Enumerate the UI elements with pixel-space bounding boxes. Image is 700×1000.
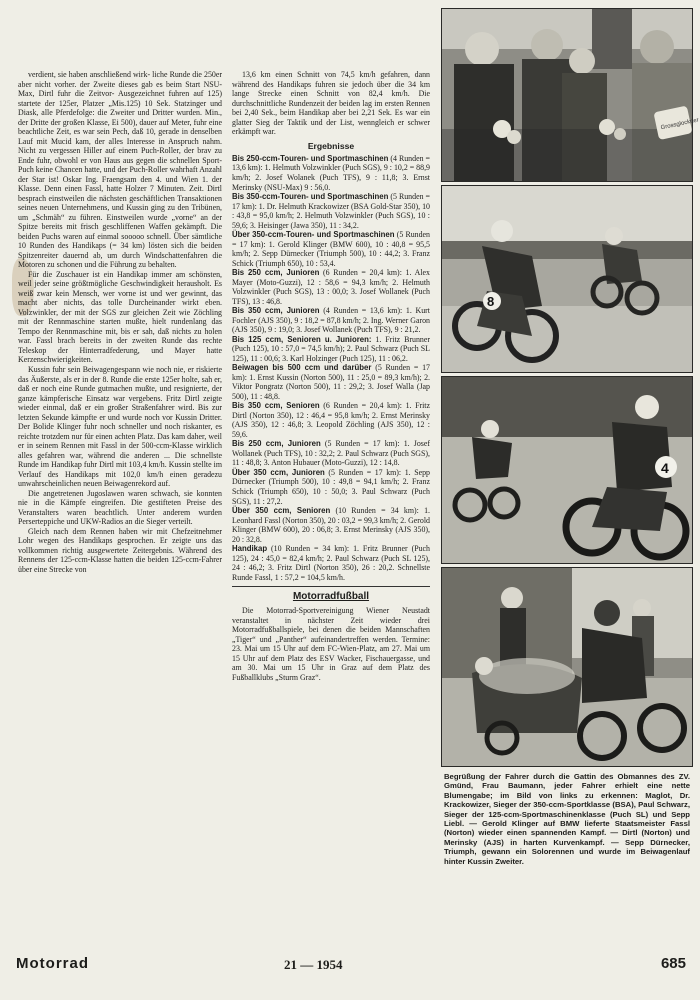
photo-rider-greeting: [441, 8, 700, 182]
article-column-middle: [232, 70, 430, 682]
result-entry: [232, 192, 430, 230]
result-class: Bis 250 ccm, Junioren: [232, 439, 321, 449]
divider: [232, 586, 430, 587]
result-entry: [232, 468, 430, 506]
result-entry: [232, 506, 430, 544]
result-text: (5 Runden = 17 km): 1. Dr. Helmuth Krackowizer (BSA Gold-Star 350), 10 : 43,8 = 95,0 km/h; 2. Helmuth Volzwinkler (Puch SGS), 10 : 59,6; 3. Heisinger (Jawa 350), 11 : 34,2.: [232, 192, 430, 230]
result-entry: [232, 544, 430, 582]
result-text: (4 Runden = 13,6 km): 1. Kurt Fochler (AJS 350), 9 : 18,2 = 87,8 km/h; 2. Ing. Werner Garon (AJS 350), 9 : 19,0; 3. Josef Wollanek (Puch TFS), 9 : 21,2.: [232, 306, 431, 335]
result-class: Über 350 ccm, Senioren: [232, 506, 331, 516]
banner-text: Grossglockner: [660, 117, 700, 132]
result-text: (5 Runden = 17 km): 1. Gerold Klinger (BMW 600), 10 : 40,8 = 95,5 km/h; 2. Sepp Dürnecker (Triumph 500), 10 : 44,2; 3. Franz Schick (Triumph 650), 10 : 53,4.: [232, 230, 431, 268]
issue-number: 21 — 1954: [284, 957, 343, 972]
result-class: Bis 250 ccm, Junioren: [232, 268, 320, 278]
result-text: 1. Fritz Brunner (Puch 125), 10 : 57,0 = 74,5 km/h); 2. Paul Schwarz (Puch SL 125), 11 : 00,6; 3. Karl Holzinger (Puch 125), 11 : 06,2.: [232, 334, 430, 363]
photo-dirtl-merinsky: [441, 376, 693, 564]
result-entry: [232, 306, 430, 335]
result-text: (5 Runden = 17 km): 1. Sepp Dürnecker (Triumph 500), 10 : 49,8 = 94,1 km/h; 2. Franz Schick (Triumph 650), 10 : 50,0; 3. Paul Schwarz (Puch SGS), 11 : 27,2.: [232, 467, 430, 506]
paragraph: Für die Zuschauer ist ein Handikap immer am schönsten, weil jeder seine größtmögliche Geschwindigkeit herausholt. Es weiß zwar kein Mensch, wer vorne ist und wer gewinnt, das macht aber nichts, das tolle Durcheinander wirkt eben. Volzwinkler, der mit der SGS zur gleichen Zeit wie Zöchling mit der Rennmaschine starten mußte, hielt rundenlang das Tempo der Rennmaschine mit, bis er sah, daß nichts zu holen war. Fassl brach bereits in der zweiten Runde das rechte Teleskop der Hinterradfederung, und Mayer hatte Kerzenschwierigkeiten.: [18, 269, 222, 365]
result-entry: [232, 230, 430, 268]
paragraph: verdient, sie haben anschließend wirk- liche Runde die 250er aber nicht vorher. der Zweite dieses gab es beim Start NSU-Max, Dirtl fuhr die Zeitvor- Ausgezeichnet fuhren auf 125) startete der 125er, Platzer „Mis.125) 10 Sek. Statzinger und Diask, alle Pferdefolge: die Zweiter und Dritter wurden. Min., der Dritte der großen Klasse, Ei 500), dauer auf Meter, fuhr eine beachtliche Zeit, es war sein Pech, daß 10, gerade in denselben Lauf mit Mucid kam, der alles Interesse in Anspruch nahm. Nicht zu vergessen Hiller auf einem Puch-Roller, der brav zu Ende fuhr, obwohl er von Haus aus gegen die schnellen Sport-Puch keine Chancen hatte, und der Puch-Roller wahrhaft Anzahl der Star ist! Oskar Ing. Fraengsam den 4. und Wien 1. der Klasse. Denn einen Fassl, hatte Holzer 7 Minuten. Zeit. Dirtl besprach einstweilen die nächsten geschäftlichen Transaktionen seines neuen Unternehmens, und Kussin ging zu den Tribünen, um „Schmäh“ zu führen. Einstweilen wurde „vorne“ an der Spitze bereits mit frisch geschliffenen Waffen gekämpft. Die beiden Puchs waren auf einmal sooooo schnell. Über sämtliche 10 Runden des Handikaps (= 34 km) lösten sich die beiden Spitzenreiter dauernd ab, um durch Windschattenfahren die Motoren zu schonen und die Führung zu behalten.: [18, 70, 222, 270]
result-entry: [232, 268, 430, 306]
results-heading: Ergebnisse: [307, 140, 355, 151]
paragraph: Die Motorrad-Sportvereinigung Wiener Neustadt veranstaltet in nächster Zeit wieder drei Motorradfußballspiele, bei denen die beiden Mannschaften „Tiger“ und „Panther“ aufeinandertreffen werden. Termine: 23. Mai um 15 Uhr auf dem FC-Wien-Platz, am 27. Mai um 15 Uhr auf dem Platz des ESV Wacker, Fischauergasse, und am 30. Mai um 15 Uhr in Graz auf dem Platz des Fußballklubs „Sturm Graz“.: [232, 606, 430, 682]
result-text: (5 Runden = 17 km): 1. Josef Wollanek (Puch TFS), 10 : 32,2; 2. Paul Schwarz (Puch SGS), 11 : 48,8; 3. Anton Hubauer (Moto-Guzzi), 12 : 14,8.: [232, 439, 430, 468]
racer-number: 4: [661, 460, 669, 476]
result-text: (10 Runden = 34 km): 1. Fritz Brunner (Puch 125), 24 : 45,0 = 82,4 km/h; 2. Paul Schwarz (Puch SL 125), 24 : 46,2; 3. Fritz Dirtl (Norton 350), 26 : 20,2. Schnellste Runde Fassl, 1 : 57,2 = 104,5 km/h.: [232, 544, 430, 582]
paragraph: Gleich nach dem Rennen haben wir mit Chefzeitnehmer Lohr wegen des Handikaps gesprochen. Er zeigte uns das vollkommen richtig ausgewertete Zeitergebnis. Während des Rennens der 125-ccm-Klasse hatten die beiden 125-ccm-Fahrer über eine Strecke von: [18, 526, 222, 574]
article-column-left: [18, 70, 222, 574]
racer-number: 8: [487, 294, 495, 309]
paragraph: Die angetretenen Jugoslawen waren schwach, sie konnten nie in die Kämpfe eingreifen. Die gestifteten Preise des Veranstalters waren beachtlich. Unter anderem wurden Perserteppiche und UKW-Radios an die Sieger verteilt.: [18, 488, 222, 527]
section-headline: Motorradfußball: [292, 591, 370, 603]
result-entry: [232, 335, 430, 364]
result-text: (5 Runden = 17 km): 1. Ernst Kussin (Norton 500), 11 : 25,0 = 89,3 km/h); 2. Viktor Pongratz (Norton 500), 11 : 29,2; 3. Josef Walla (Jap 500), 11 : 48,8.: [232, 363, 430, 401]
photo-caption: Begrüßung der Fahrer durch die Gattin des Obmannes des ZV. Gmünd, Frau Baumann, jeder Fahrer erhielt eine nette Blumengabe; im Bild von links zu erkennen: Maglot, Dr. Krackowizer, Sieger der 350-ccm-Sportklasse (BSA), Paul Schwarz, Sieger der 125-ccm-Sportmaschinenklasse (Puch SL) und Sepp Liebl. — Gerold Klinger auf BMW lieferte Staatsmeister Fassl (Norton) wieder einen spannenden Kampf. — Dirtl (Norton) und Merinsky (AJS) in harten Kurvenkampf. — Sepp Dürnecker, Triumph, gewann ein Solorennen und wurde im Beiwagenlauf hinter Kussin Zweiter.: [444, 772, 690, 866]
paragraph: 13,6 km einen Schnitt von 74,5 km/h gefahren, dann während des Handikaps fuhren sie jedoch über die 34 km lange Strecke einen Schnitt von 82,4 km/h. Die durchschnittliche Rundenzeit der beiden lag im ersten Rennen bei 2,40 Sek., beim Handikap aber bei 2,21 Sek. Es war ein glatter Sieg der Taktik und der List, wenngleich er schwer erkämpft war.: [232, 70, 430, 137]
result-entry: [232, 154, 430, 192]
result-text: (6 Runden = 20,4 km): 1. Alex Mayer (Moto-Guzzi), 12 : 58,6 = 94,3 km/h; 2. Helmuth Volzwinkler (Puch SGS), 13 : 00,0; 3. Josef Wollanek (Puch TFS), 13 : 46,8.: [232, 268, 430, 306]
result-class: Bis 350 ccm, Junioren: [232, 306, 320, 316]
result-entry: [232, 401, 430, 439]
result-class: Bis 350 ccm, Senioren: [232, 401, 320, 411]
result-class: Bis 125 ccm, Senioren u. Junioren:: [232, 334, 372, 344]
paragraph: Kussin fuhr sein Beiwagengespann wie noch nie, er riskierte das Äußerste, als er in der 8. Runde die erste 125er holte, sah er, daß er noch eine Runde gutmachen mußte, und resignierte, der ganze kämpferische Einsatz war vergebens. Fritz Dirtl zeigte wieder einmal, daß er ein großer Straßenfahrer wird. Bis zur letzten Sekunde kämpfte er und wurde noch vor Kussin Dritter. Der Bolide Klinger fuhr noch schneller und noch riskanter, es reichte trotzdem nur für einen achten Platz. Das kam daher, weil er in seinem Rennen mit Fassl in der 500-ccm-Klasse wirklich alles gefahren war, während die anderen ... Die schnellste Runde im Handikap fuhr Dirtl mit 103,4 km/h. Kussin stellte im Verlauf des Handikaps mit 102,0 km/h einen geradezu unwahrscheinlichen neuen Beiwagenrekord auf.: [18, 364, 222, 489]
result-text: (10 Runden = 34 km): 1. Leonhard Fassl (Norton 350), 20 : 03,2 = 99,3 km/h; 2. Gerold Klinger (BMW 600), 20 : 06,8; 3. Ernst Merinsky (AJS 350), 20 : 32,8.: [232, 506, 431, 544]
result-class: Beiwagen bis 500 ccm und darüber: [232, 363, 372, 373]
page-footer: [16, 955, 686, 981]
page-number: 685: [660, 955, 686, 972]
magazine-name: Motorrad: [16, 955, 89, 972]
photo-sidecar-duernecker: [441, 567, 693, 767]
result-class: Über 350 ccm, Junioren: [232, 467, 325, 477]
result-entry: [232, 363, 430, 401]
result-class: Handikap: [232, 544, 268, 554]
result-class: Bis 250-ccm-Touren- und Sportmaschinen: [232, 153, 389, 163]
result-text: (6 Runden = 20,4 km): 1. Fritz Dirtl (Norton 350), 12 : 46,4 = 95,8 km/h; 2. Ernst Merinsky (AJS 350), 12 : 46,8; 3. Leopold Zöchling (AJS 350), 12 : 59,6.: [232, 401, 430, 439]
result-entry: [232, 439, 430, 468]
result-text: (4 Runden = 13,6 km): 1. Helmuth Volzwinkler (Puch SGS), 9 : 10,2 = 88,9 km/h; 2. Josef Wolanek (Puch TFS), 9 : 11,8; 3. Ernst Merinsky (NSU-Max) 9 : 56,0.: [232, 153, 430, 192]
result-class: Über 350-ccm-Touren- und Sportmaschinen: [232, 230, 395, 240]
photo-klinger-fassl: [441, 185, 693, 373]
result-class: Bis 350-ccm-Touren- und Sportmaschinen: [232, 192, 389, 202]
